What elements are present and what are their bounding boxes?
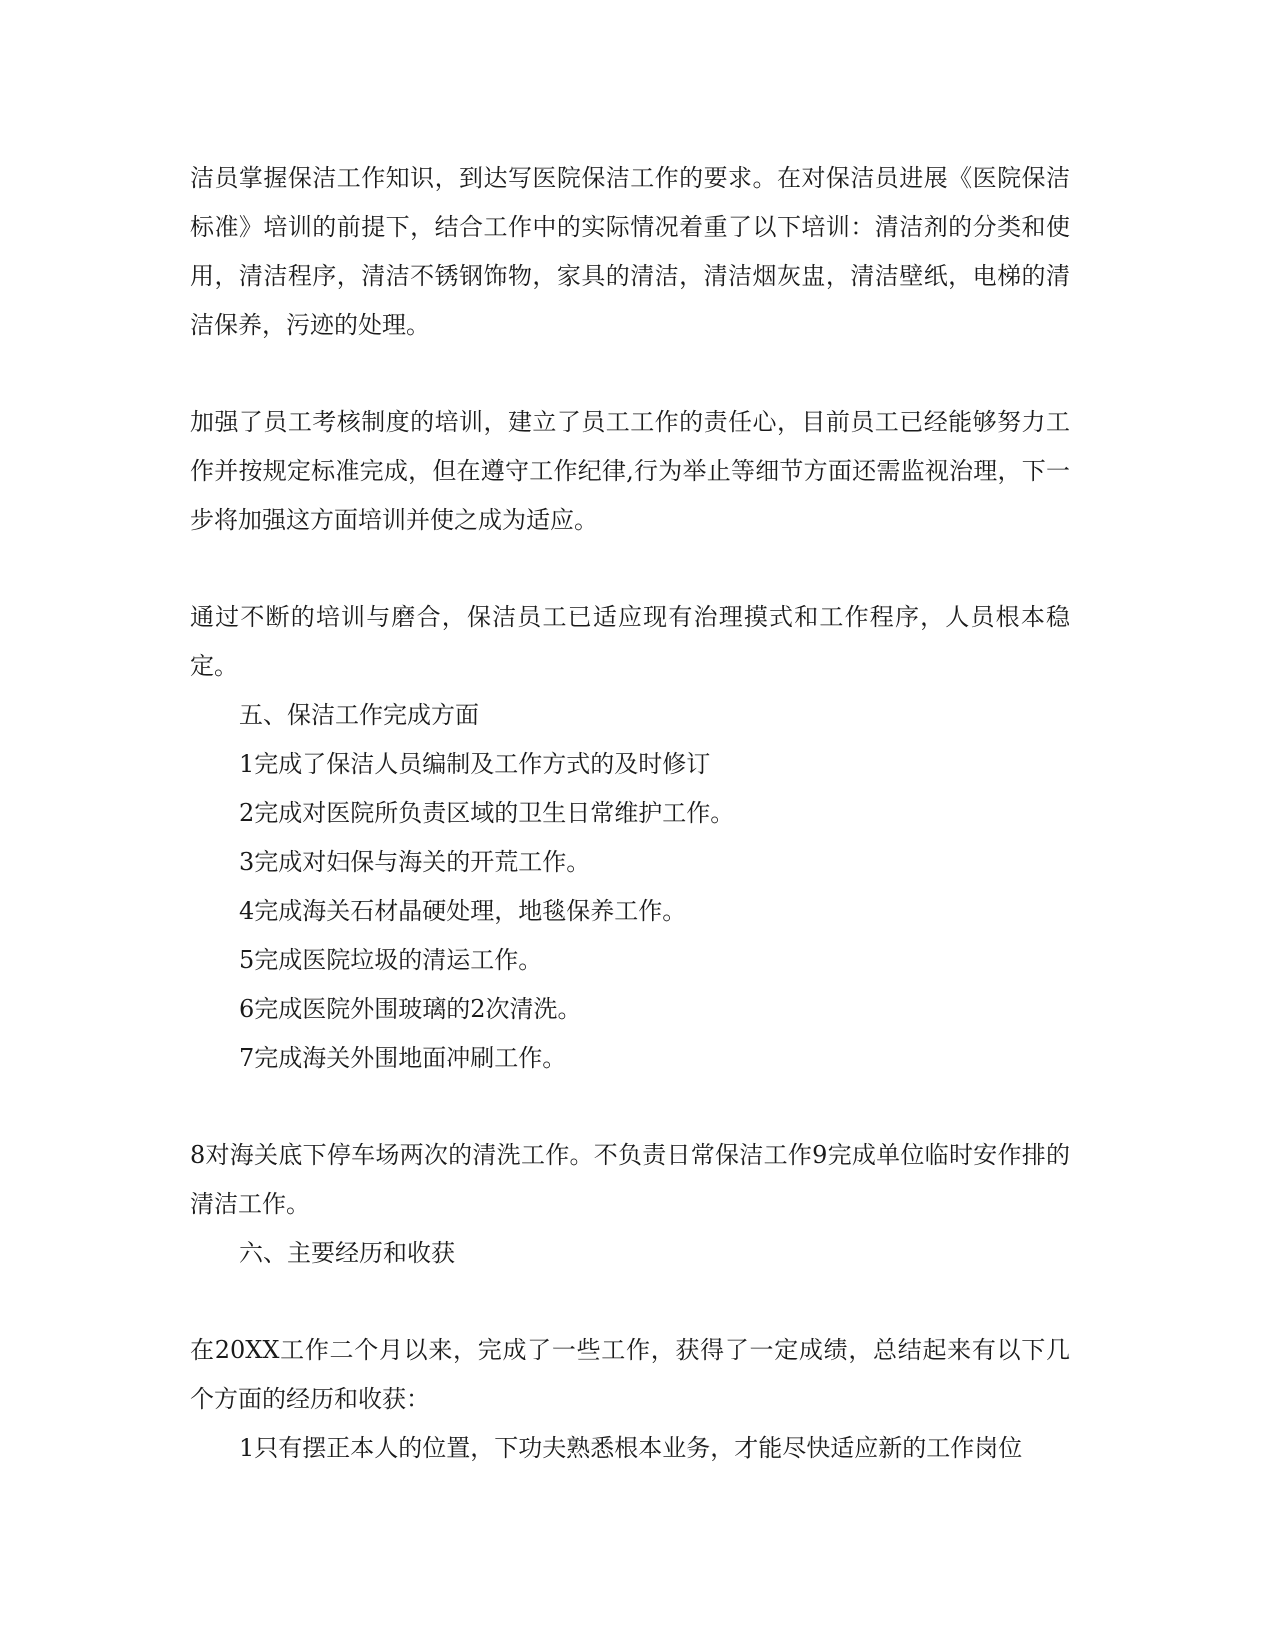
paragraph-cleaning-training: 洁员掌握保洁工作知识，到达写医院保洁工作的要求。在对保洁员进展《医院保洁标准》培训的前提下，结合工作中的实际情况着重了以下培训：清洁剂的分类和使用，清洁程序，清洁不锈钢饰物，家具的清洁，清洁烟灰盅，清洁壁纸，电梯的清洁保养，污迹的处理。 bbox=[190, 164, 1070, 339]
list-item: 1只有摆正本人的位置，下功夫熟悉根本业务，才能尽快适应新的工作岗位 bbox=[239, 1434, 1023, 1462]
list-item: 7完成海关外围地面冲刷工作。 bbox=[239, 1044, 567, 1072]
paragraph-summary: 在20XX工作二个月以来，完成了一些工作，获得了一定成绩，总结起来有以下几个方面的经历和收获： bbox=[190, 1336, 1070, 1413]
list-item: 1完成了保洁人员编制及工作方式的及时修订 bbox=[239, 750, 711, 778]
list-item: 5完成医院垃圾的清运工作。 bbox=[239, 946, 543, 974]
paragraph-item-eight-nine: 8对海关底下停车场两次的清洗工作。不负责日常保洁工作9完成单位临时安作排的清洁工作。 bbox=[190, 1141, 1070, 1218]
section-heading-six: 六、主要经历和收获 bbox=[239, 1239, 455, 1267]
list-item: 3完成对妇保与海关的开荒工作。 bbox=[239, 848, 591, 876]
section-heading-five: 五、保洁工作完成方面 bbox=[239, 701, 479, 729]
list-item: 6完成医院外围玻璃的2次清洗。 bbox=[239, 995, 582, 1023]
paragraph-adaptation: 通过不断的培训与磨合，保洁员工已适应现有治理摸式和工作程序，人员根本稳定。 bbox=[190, 603, 1070, 680]
list-item: 4完成海关石材晶硬处理，地毯保养工作。 bbox=[239, 897, 687, 925]
paragraph-assessment-training: 加强了员工考核制度的培训，建立了员工工作的责任心，目前员工已经能够努力工作并按规定标准完成，但在遵守工作纪律,行为举止等细节方面还需监视治理，下一步将加强这方面培训并使之成为适应。 bbox=[190, 408, 1070, 534]
document-body bbox=[190, 154, 1070, 1473]
list-item: 2完成对医院所负责区域的卫生日常维护工作。 bbox=[239, 799, 735, 827]
